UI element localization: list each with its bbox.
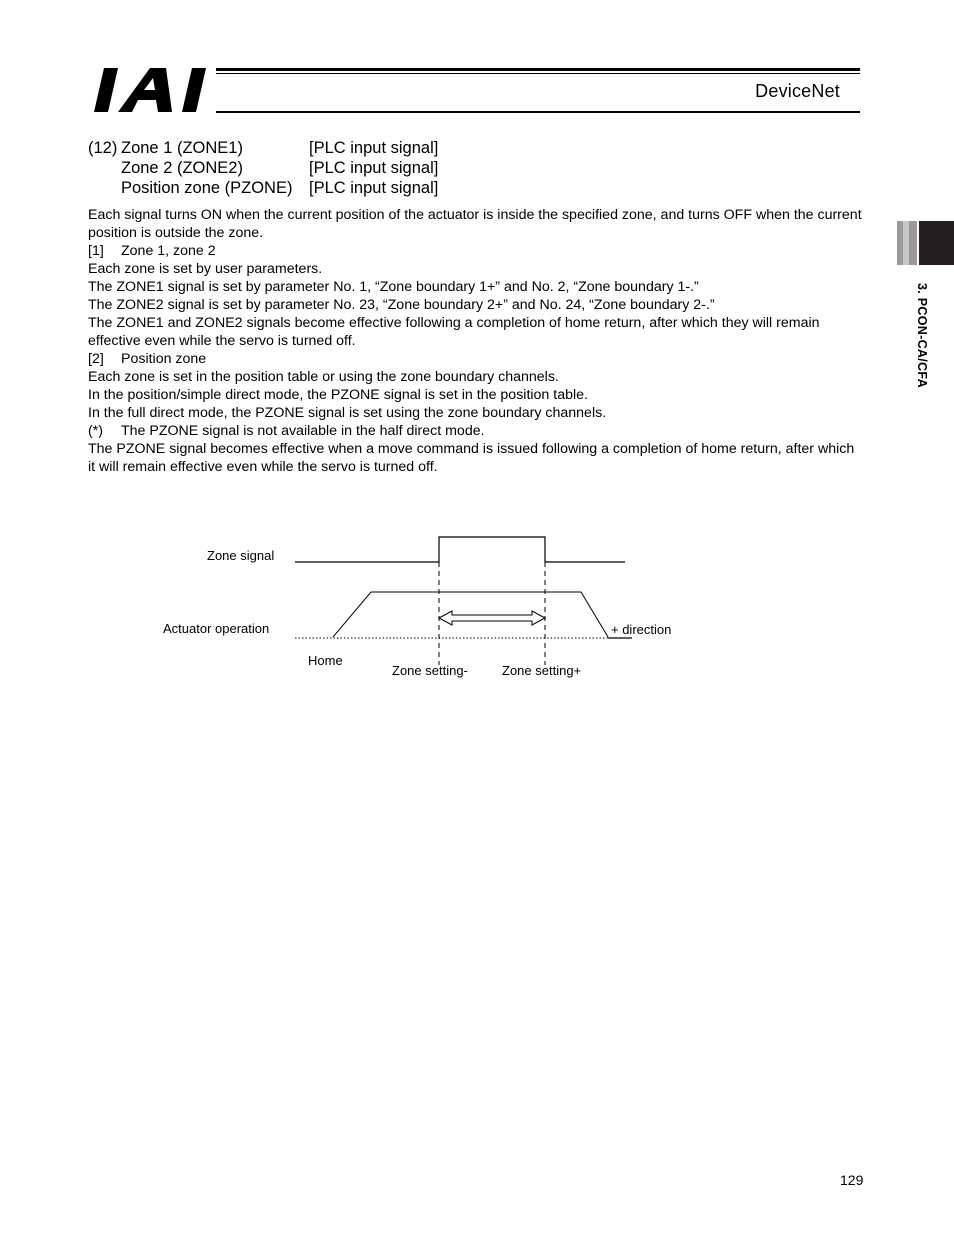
side-tab-label: 3. PCON-CA/CFA <box>915 283 929 388</box>
label-zone-setting-minus: Zone setting- <box>392 663 468 678</box>
section-row-1-type: [PLC input signal] <box>309 139 439 157</box>
section-row-2-name: Zone 2 (ZONE2) <box>121 159 243 177</box>
section-row-1-name: Zone 1 (ZONE1) <box>121 139 243 157</box>
label-actuator-operation: Actuator operation <box>163 621 270 636</box>
body-line: The ZONE1 and ZONE2 signals become effective following a completion of home return, after which they will remain effective even while the servo is turned off. <box>88 315 820 349</box>
body-line: Each zone is set in the position table or using the zone boundary channels. <box>88 369 559 385</box>
section-number: (12) <box>88 139 118 157</box>
label-home: Home <box>308 653 343 668</box>
subsection-1-number: [1] <box>88 243 104 259</box>
zone-range-arrow <box>439 611 545 625</box>
section-row-2-type: [PLC input signal] <box>309 159 439 177</box>
header-rule-top <box>216 68 860 71</box>
body-text <box>88 206 863 476</box>
body-line: The ZONE1 signal is set by parameter No. 1, “Zone boundary 1+” and No. 2, “Zone boundary 1-.” <box>88 279 699 295</box>
iai-logo <box>92 66 212 114</box>
subsection-2-title: Position zone <box>121 351 207 367</box>
note-text: The PZONE signal is not available in the half direct mode. <box>121 423 485 439</box>
subsection-2-heading <box>88 350 863 368</box>
section-row-3-name: Position zone (PZONE) <box>121 179 293 197</box>
zone-signal-waveform <box>295 537 545 562</box>
header-rule-bottom <box>216 111 860 113</box>
label-plus-direction: + direction <box>611 622 672 637</box>
subsection-1-heading <box>88 242 863 260</box>
label-zone-setting-plus: Zone setting+ <box>502 663 582 678</box>
page-number: 129 <box>840 1172 864 1188</box>
body-line: The ZONE2 signal is set by parameter No. 23, “Zone boundary 2+” and No. 24, “Zone boundary 2-.” <box>88 297 715 313</box>
header-title: DeviceNet <box>755 81 840 101</box>
body-line: Each zone is set by user parameters. <box>88 261 323 277</box>
zone-timing-diagram <box>150 525 710 695</box>
side-tab-black <box>919 221 954 265</box>
note-mark: (*) <box>88 423 103 439</box>
side-tab-light <box>903 221 909 265</box>
intro-paragraph: Each signal turns ON when the current position of the actuator is inside the specified zone, and turns OFF when the current position is outside the zone. <box>88 207 862 241</box>
body-line: In the full direct mode, the PZONE signal is set using the zone boundary channels. <box>88 405 607 421</box>
section-row-3-type: [PLC input signal] <box>309 179 439 197</box>
note-line <box>88 422 863 440</box>
final-paragraph: The PZONE signal becomes effective when a move command is issued following a completion of home return, after which it will remain effective even while the servo is turned off. <box>88 441 855 475</box>
subsection-2-number: [2] <box>88 351 104 367</box>
body-line: In the position/simple direct mode, the PZONE signal is set in the position table. <box>88 387 588 403</box>
label-zone-signal: Zone signal <box>207 548 275 563</box>
header-rule-thin <box>216 73 860 74</box>
subsection-1-title: Zone 1, zone 2 <box>121 243 216 259</box>
